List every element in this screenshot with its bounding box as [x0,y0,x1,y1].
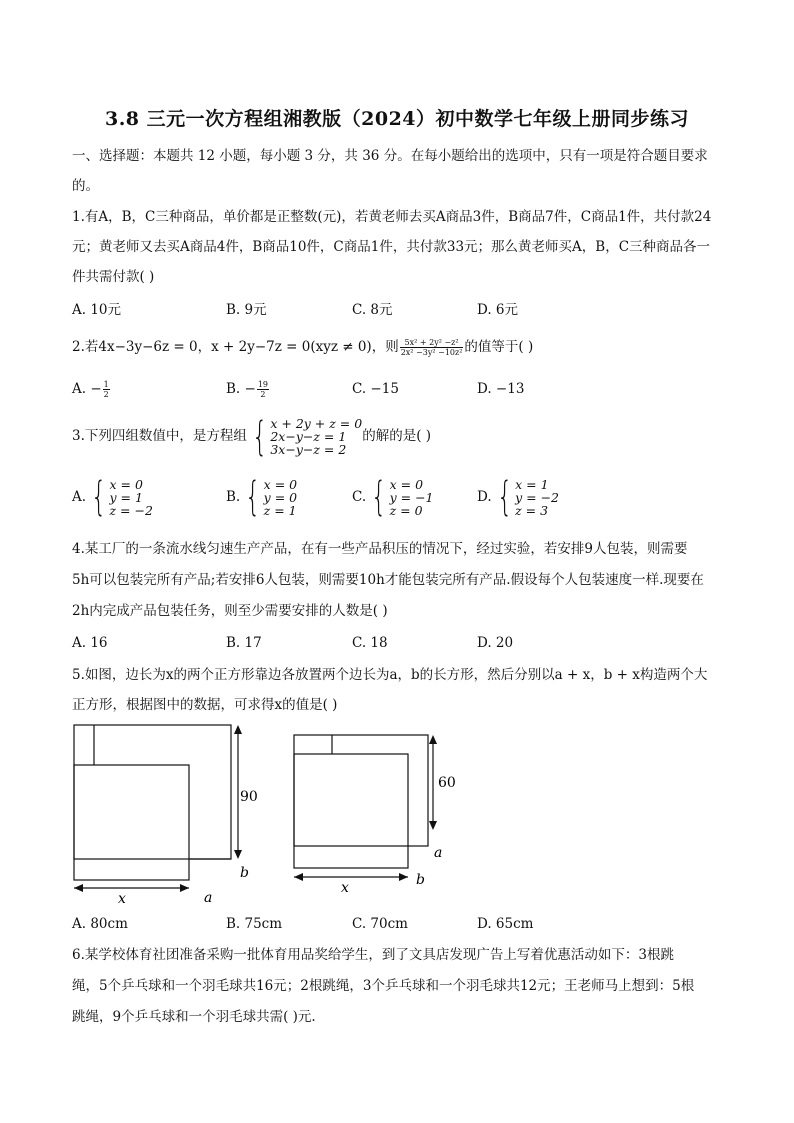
right-x-label: x [341,880,349,896]
q6-line2: 绳，5个乒乓球和一个羽毛球共16元；2根跳绳，3个乒乓球和一个羽毛球共12元；王老师马上想到：5根 [72,978,695,994]
q3-option-b-y: y = 0 [263,489,298,505]
q4-option-d: D. 20 [477,635,514,651]
right-b-label: b [416,872,425,888]
q2-option-a-num: 1 [103,380,109,389]
q1-option-a: A. 10元 [72,302,122,318]
q3-stem-a: 3.下列四组数值中，是方程组 [72,428,247,444]
q3-option-d-x: x = 1 [515,476,549,492]
q3-option-d: D. { x = 1 y = −2 z = 3 [477,474,560,520]
q3-eq-3: 3x−y−z = 2 [270,442,347,457]
q1-line2: 元；黄老师又去买A商品4件，B商品10件，C商品1件，共付款33元；那么黄老师买A，B，C三种商品各一 [72,239,711,255]
q2-option-b-num: 19 [257,380,269,389]
q4-line2: 5h可以包装完所有产品;若安排6人包装，则需要10h才能包装完所有产品.假设每个人包装速度一样.现要在 [72,572,704,588]
q2-frac-num: 5x² + 2y² −z² [400,338,464,348]
q3-system: { x + 2y + z = 0 2x−y−z = 1 3x−y−z = 2 [251,413,363,460]
q3-option-b: B. { x = 0 y = 0 z = 1 [226,474,298,520]
q3-option-d-label: D. [477,489,492,505]
section-heading-line1: 一、选择题：本题共 12 小题，每小题 3 分，共 36 分。在每小题给出的选项中，只有一项是符合题目要求 [72,148,708,164]
left-b-label: b [240,865,249,881]
left-outer-square [74,725,231,859]
q3-option-b-x: x = 0 [263,476,298,492]
q2-option-b-label: B. − [226,381,256,397]
q4-option-c: C. 18 [352,635,388,651]
q2-option-b-den: 2 [260,390,266,399]
section-heading-line2: 的。 [72,178,99,194]
q3-eq-2: 2x−y−z = 1 [270,429,347,444]
right-a-label: a [434,845,443,861]
left-x-label: x [118,891,126,907]
q1-line1: 1.有A，B，C三种商品，单价都是正整数(元)，若黄老师去买A商品3件，B商品7件，C商品1件，共付款24 [72,209,712,225]
q3-option-d-z: z = 3 [515,502,549,518]
q3-option-a-y: y = 1 [109,489,143,505]
right-height-label: 60 [438,775,456,791]
left-inner-square [74,765,189,880]
q1-line3: 件共需付款( ) [72,269,155,285]
q3-option-c: C. { x = 0 y = −1 z = 0 [352,474,434,520]
q1-option-c: C. 8元 [352,302,393,318]
right-inner-square [294,754,408,868]
q5-line1: 5.如图，边长为x的两个正方形靠边各放置两个边长为a，b的长方形，然后分别以a + x，b + x构造两个大 [72,667,708,683]
q3-option-a-x: x = 0 [109,476,143,492]
page-title: 3.8 三元一次方程组湘教版（2024）初中数学七年级上册同步练习 [104,108,690,130]
left-a-label: a [204,890,213,906]
left-height-label: 90 [240,789,258,805]
q6-line1: 6.某学校体育社团准备采购一批体育用品奖给学生，到了文具店发现广告上写着优惠活动如下：3根跳 [72,947,674,963]
q6-line3: 跳绳，9个乒乓球和一个羽毛球共需( )元. [72,1009,316,1025]
q3-stem-b: 的解的是( ) [362,428,432,444]
q2-frac-den: 2x² −3y² −10z² [400,348,463,357]
q3-option-c-x: x = 0 [389,476,424,492]
q5-option-d: D. 65cm [477,916,534,932]
q5-option-c: C. 70cm [352,916,408,932]
q4-option-b: B. 17 [226,635,262,651]
q4-line1: 4.某工厂的一条流水线匀速生产产品，在有一些产品积压的情况下，经过实验，若安排9人包装，则需要 [72,541,688,557]
q4-option-a: A. 16 [72,635,108,651]
q3-option-a: A. { x = 0 y = 1 z = −2 [72,474,153,520]
q1-option-b: B. 9元 [226,302,267,318]
q2-option-c: C. −15 [352,381,399,397]
q2-stem-a: 2.若4x−3y−6z = 0，x + 2y−7z = 0(xyz ≠ 0)，则 [72,339,399,355]
q2-stem-b: 的值等于( ) [464,339,534,355]
q3-option-c-label: C. [352,489,367,505]
q3-option-c-y: y = −1 [389,489,434,505]
q3-eq-1: x + 2y + z = 0 [270,416,363,431]
q4-line3: 2h内完成产品包装任务，则至少需要安排的人数是( ) [72,603,388,619]
q3-option-b-label: B. [226,489,241,505]
q2-option-a-label: A. − [72,381,102,397]
q2-option-a-den: 2 [103,390,109,399]
q5-line2: 正方形，根据图中的数据，可求得x的值是( ) [72,697,338,713]
q3-option-c-z: z = 0 [389,502,423,518]
q5-option-a: A. 80cm [72,916,128,932]
q2-option-d: D. −13 [477,381,525,397]
q3-option-b-z: z = 1 [263,502,297,518]
q3-option-a-z: z = −2 [109,502,153,518]
q5-option-b: B. 75cm [226,916,283,932]
q3-option-a-label: A. [72,489,87,505]
q3-option-d-y: y = −2 [515,489,560,505]
q1-option-d: D. 6元 [477,302,519,318]
